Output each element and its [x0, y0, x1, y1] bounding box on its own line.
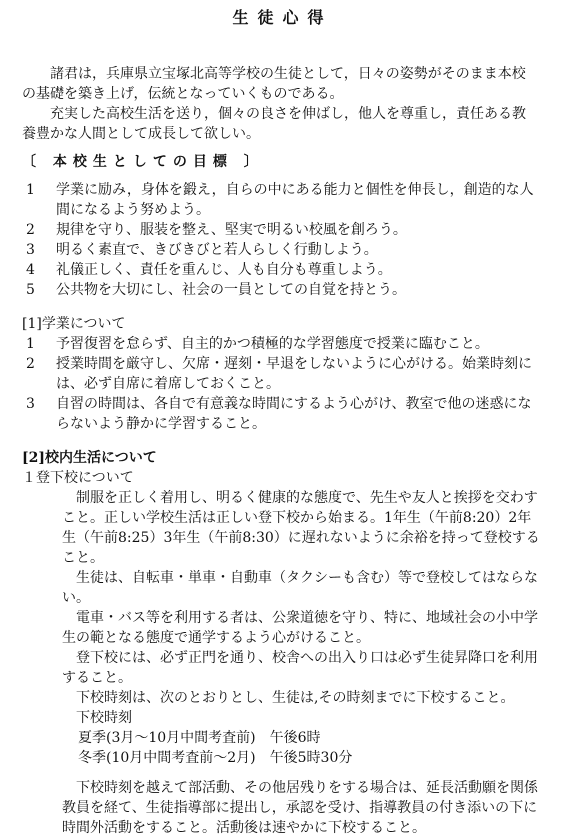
goal-number: 2 [26, 222, 35, 238]
goal-text: 公共物を大切にし、社会の一員としての自覚を持とう。 [56, 282, 406, 298]
goal-text: 礼儀正しく、責任を重んじ、人も自分も尊重しよう。 [56, 262, 392, 278]
study-number: 3 [26, 396, 35, 412]
document-title: 生徒心得 [232, 8, 333, 27]
spacer [22, 768, 543, 778]
study-number: 2 [26, 356, 35, 372]
study-text: 授業時間を厳守し、欠席・遅刻・早退をしないように心がける。始業時刻には、必ず自席に着席しておくこと。 [56, 356, 532, 392]
dismissal-time-winter: 冬季(10月中間考査前～2月) 午後5時30分 [78, 750, 353, 766]
study-text: 自習の時間は、各自で有意義な時間にするよう心がけ、教室で他の迷惑にならないよう静かに学習すること。 [56, 396, 532, 432]
goal-item [22, 280, 543, 300]
goal-item [22, 220, 543, 240]
goal-number: 4 [26, 262, 35, 278]
school-life-heading: [2]校内生活について [22, 450, 157, 466]
commute-paragraph: 電車・バス等を利用する者は、公衆道徳を守り、特に、地域社会の小中学生の範となる態度で通学するよう心がけること。 [62, 610, 538, 646]
goal-text: 規律を守り、服装を整え、堅実で明るい校風を創ろう。 [56, 222, 407, 238]
goal-text: 学業に励み，身体を鍛え，自らの中にある能力と個性を伸長し，創造的な人間になるよう努めよう。 [56, 182, 534, 218]
goal-number: 5 [26, 282, 35, 298]
goals-heading: 〔 本校生としての目標 〕 [22, 154, 264, 170]
goal-text: 明るく素直で、きびきびと若人らしく行動しよう。 [56, 242, 378, 258]
commute-subheading: １登下校について [22, 470, 134, 486]
study-item [22, 354, 543, 394]
goal-item [22, 180, 543, 220]
study-number: 1 [26, 336, 35, 352]
goals-list [22, 180, 543, 300]
dismissal-label: 下校時刻 [76, 710, 132, 726]
study-item [22, 334, 543, 354]
commute-paragraph: 登下校には、必ず正門を通り、校舎への出入り口は必ず生徒昇降口を利用すること。 [62, 650, 538, 686]
goal-item [22, 240, 543, 260]
goal-number: 1 [26, 182, 35, 198]
commute-paragraph: 下校時刻は、次のとおりとし、生徒は,その時刻までに下校すること。 [76, 690, 515, 706]
study-list [22, 334, 543, 434]
commute-paragraph: 制服を正しく着用し、明るく健康的な態度で、先生や友人と挨拶を交わすこと。正しい学校生活は正しい登下校から始まる。1年生（午前8:20）2年生（午前8:25）3年生（午前8:30）に遅れないように余裕を持って登校すること。 [62, 490, 540, 566]
study-heading: [1]学業について [22, 316, 126, 332]
study-text: 予習復習を怠らず、自主的かつ積極的な学習態度で授業に臨むこと。 [56, 336, 489, 352]
goal-number: 3 [26, 242, 35, 258]
intro-paragraph-1: 諸君は，兵庫県立宝塚北高等学校の生徒として，日々の姿勢がそのまま本校の基礎を築き上げ，伝統となっていくものである。 [22, 66, 526, 102]
goal-item [22, 260, 543, 280]
intro-paragraph-2: 充実した高校生活を送り，個々の良さを伸ばし，他人を尊重し，責任ある教養豊かな人間として成長して欲しい。 [22, 106, 526, 142]
commute-paragraph: 生徒は、自転車・単車・自動車（タクシーも含む）等で登校してはならない。 [62, 570, 538, 606]
study-item [22, 394, 543, 434]
dismissal-time-summer: 夏季(3月～10月中間考査前) 午後6時 [78, 730, 321, 746]
after-hours-paragraph: 下校時刻を越えて部活動、その他居残りをする場合は、延長活動願を関係教員を経て、生徒指導部に提出し，承認を受け、指導教員の付き添いの下に時間外活動をすること。活動後は速やかに下校すること。 [62, 780, 538, 836]
